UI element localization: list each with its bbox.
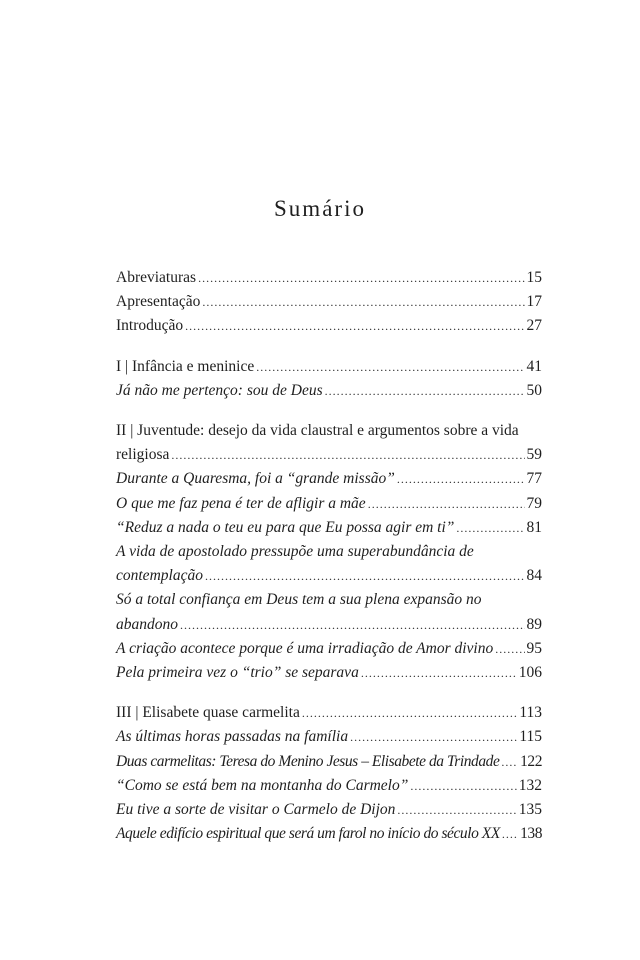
toc-entry-page: 138 xyxy=(520,825,542,843)
toc-entry-page: 50 xyxy=(526,381,542,399)
dot-leader xyxy=(456,516,524,540)
toc-entry-page: 79 xyxy=(526,494,542,512)
toc-entry-page: 15 xyxy=(526,269,542,286)
toc-subentry-first-line[interactable]: Só a total confiança em Deus tem a sua plena expansão no xyxy=(116,591,482,609)
dot-leader xyxy=(325,379,525,403)
toc-entry-label: Duas carmelitas: Teresa do Menino Jesus – Elisabete da Trindade xyxy=(116,752,500,770)
dot-leader xyxy=(205,564,525,588)
toc-entry-page: 113 xyxy=(519,704,542,722)
dot-leader xyxy=(350,725,517,749)
dot-leader xyxy=(180,613,525,637)
toc-entry-apresentacao[interactable] xyxy=(116,290,542,314)
toc-entry-label: Introdução xyxy=(116,317,184,335)
toc-entry-page: 27 xyxy=(526,317,542,335)
toc-subentry-first-line[interactable]: A vida de apostolado pressupõe uma superabundância de xyxy=(116,543,474,561)
toc-entry-label: O que me faz pena é ter de afligir a mãe xyxy=(116,494,366,512)
toc-chapter-3[interactable] xyxy=(116,701,542,725)
toc-subentry[interactable] xyxy=(116,725,542,749)
toc-entry-label: “Reduz a nada o teu eu para que Eu possa agir em ti” xyxy=(116,518,455,536)
toc-section-part-1 xyxy=(116,355,542,403)
dot-leader xyxy=(397,467,525,491)
toc-entry-introducao[interactable] xyxy=(116,314,542,338)
dot-leader xyxy=(202,290,524,314)
toc-entry-page: 17 xyxy=(526,293,542,311)
toc-entry-label: Abreviaturas xyxy=(116,269,197,286)
toc-chapter-2[interactable] xyxy=(116,443,542,467)
toc-entry-label: Apresentação xyxy=(116,293,201,311)
toc-subentry[interactable] xyxy=(116,492,542,516)
toc-entry-label: Aquele edifício espiritual que será um farol no início do século XX xyxy=(116,825,500,843)
toc-entry-page: 115 xyxy=(519,728,542,746)
table-of-contents xyxy=(116,266,542,862)
toc-entry-page: 135 xyxy=(518,801,542,819)
toc-entry-page: 122 xyxy=(520,752,542,770)
toc-entry-page: 84 xyxy=(526,567,542,585)
dot-leader xyxy=(185,314,524,338)
toc-section-front-matter xyxy=(116,266,542,339)
dot-leader xyxy=(397,798,516,822)
dot-leader xyxy=(495,637,524,661)
dot-leader xyxy=(368,492,525,516)
toc-subentry[interactable] xyxy=(116,467,542,491)
toc-entry-label: III | Elisabete quase carmelita xyxy=(116,704,300,722)
toc-entry-label: “Como se está bem na montanha do Carmelo” xyxy=(116,776,409,794)
toc-subentry[interactable] xyxy=(116,774,542,798)
toc-subentry[interactable] xyxy=(116,798,542,822)
toc-subentry[interactable] xyxy=(116,661,542,685)
toc-chapter-2-first-line[interactable]: II | Juventude: desejo da vida claustral e argumentos sobre a vida xyxy=(116,422,519,440)
toc-subentry[interactable] xyxy=(116,516,542,540)
toc-entry-page: 59 xyxy=(526,446,542,464)
toc-section-part-3 xyxy=(116,701,542,846)
toc-entry-page: 132 xyxy=(518,776,542,794)
toc-entry-label: A criação acontece porque é uma irradiação de Amor divino xyxy=(116,639,494,657)
toc-entry-label: As últimas horas passadas na família xyxy=(116,728,349,746)
dot-leader xyxy=(410,774,516,798)
dot-leader xyxy=(302,701,517,725)
toc-entry-label: Já não me pertenço: sou de Deus xyxy=(116,381,323,399)
toc-entry-page: 81 xyxy=(526,518,542,536)
toc-entry-label: religiosa xyxy=(116,446,170,464)
toc-entry-label: Durante a Quaresma, foi a “grande missão” xyxy=(116,470,395,488)
page-title: Sumário xyxy=(274,196,366,221)
toc-chapter-1[interactable] xyxy=(116,355,542,379)
toc-entry-abreviaturas[interactable] xyxy=(116,266,542,290)
dot-leader xyxy=(198,266,524,290)
toc-entry-label: contemplação xyxy=(116,567,203,585)
toc-entry-label: Eu tive a sorte de visitar o Carmelo de Dijon xyxy=(116,801,396,819)
toc-entry-page: 77 xyxy=(526,470,542,488)
toc-entry-page: 95 xyxy=(526,639,542,657)
toc-entry-label: abandono xyxy=(116,615,178,633)
toc-subentry[interactable] xyxy=(116,379,542,403)
toc-subentry[interactable] xyxy=(116,822,542,846)
toc-subentry[interactable] xyxy=(116,613,542,637)
dot-leader xyxy=(502,822,518,846)
toc-subentry[interactable] xyxy=(116,564,542,588)
dot-leader xyxy=(256,355,524,379)
dot-leader xyxy=(361,661,517,685)
toc-entry-page: 106 xyxy=(518,664,542,682)
toc-entry-label: Pela primeira vez o “trio” se separava xyxy=(116,664,359,682)
toc-entry-label: I | Infância e meninice xyxy=(116,357,255,375)
dot-leader xyxy=(171,443,524,467)
toc-entry-page: 89 xyxy=(526,615,542,633)
toc-subentry[interactable] xyxy=(116,637,542,661)
dot-leader xyxy=(501,750,518,774)
toc-section-part-2 xyxy=(116,419,542,685)
toc-subentry[interactable] xyxy=(116,750,542,774)
toc-entry-page: 41 xyxy=(526,357,542,375)
